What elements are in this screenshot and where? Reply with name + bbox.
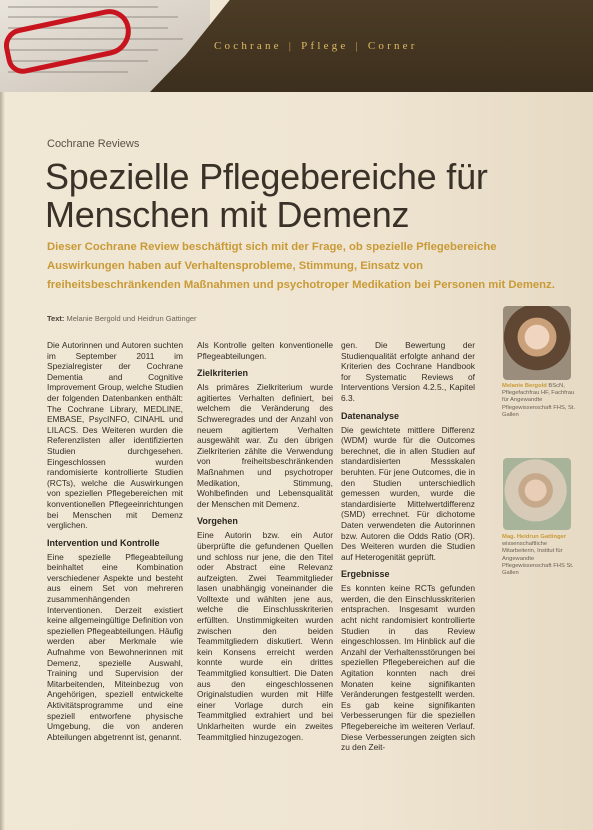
- article-lead: Dieser Cochrane Review beschäftigt sich mit der Frage, ob spezielle Pflegebereiche Auswirkungen haben auf Verhaltensprobleme, Stimmung, Einsatz von freiheitsbeschränkenden Maßnahmen und psychotroper Medikation bei Personen mit Demenz.: [47, 241, 555, 291]
- byline-authors: Melanie Bergold und Heidrun Gattinger: [66, 314, 197, 323]
- text-column-3: [341, 340, 475, 753]
- author-caption-2: [502, 534, 582, 577]
- author-photo-bergold: [503, 306, 571, 380]
- article-kicker: Cochrane Reviews: [47, 138, 140, 150]
- paragraph: Als Kontrolle gelten konventionelle Pflegeabteilungen.: [197, 340, 333, 361]
- author-caption-1: [502, 383, 582, 419]
- header-banner: [0, 0, 593, 92]
- paragraph: gen. Die Bewertung der Studienqualität erfolgte anhand der Kriterien des Cochrane Handbook for Systematic Reviews of Interventions Version 4.2.5., Kapitel 6.3.: [341, 340, 475, 403]
- subheading-intervention: Intervention und Kontrolle: [47, 537, 160, 548]
- article-title: Spezielle Pflegebereiche für Menschen mit Demenz: [45, 156, 488, 235]
- text-column-1: [47, 340, 183, 742]
- section-word-corner: Corner: [367, 40, 418, 52]
- text-column-2: [197, 340, 333, 742]
- subheading-zielkriterien: Zielkriterien: [197, 368, 249, 379]
- byline-label: Text:: [47, 314, 65, 323]
- section-word-pflege: Pflege: [301, 40, 349, 52]
- subheading-datenanalyse: Datenanalyse: [341, 410, 400, 421]
- subheading-vorgehen: Vorgehen: [197, 516, 238, 527]
- section-word-cochrane: Cochrane: [214, 40, 282, 52]
- paragraph: Die gewichtete mittlere Differenz (WDM) wurde für die Outcomes berechnet, die in allen Studien auf standardisierten Messskalen beruhten. Für jene Outcomes, die in den Studien unterschiedlich gemessen wurden, wurde die standardisierte Mittelwertdifferenz (SMD) errechnet. Für dichotome Daten verwendeten die Autorinnen bzw. Autoren die Odds Ratio (OR). Des Weiteren wurden die Studien auf Heterogenität geprüft.: [341, 424, 475, 562]
- article-byline: [47, 314, 197, 323]
- author-description: wissenschaftliche Mitarbeiterin, Institut für Angewandte Pflegewissenschaft FHS St. Gallen: [502, 541, 574, 577]
- author-photo-gattinger: [503, 458, 571, 530]
- author-name: Melanie Bergold: [502, 383, 547, 389]
- paragraph: Eine spezielle Pflegeabteilung beinhaltet eine Kombination verschiedener Aspekte und besteht aus einem Set von mehreren zusammenhängenden Interventionen. Derzeit existiert keine allgemeingültige Definition von speziellen Pflegeabteilungen. Häufig werden aber Merkmale wie Aufnahme von Bewohnerinnen mit Demenz, spezielle Auswahl, Training und Supervision der Mitarbeitenden, Miteinbezug von Angehörigen, speziell entwickelte Aktivitätsprogramme und eine speziell entworfene physische Umgebung, die von anderen Abteilungen abgetrennt ist, genannt.: [47, 551, 183, 742]
- page-fold-shadow: [0, 0, 5, 830]
- author-description: BScN, Pflegefachfrau HF, Fachfrau für Angewandte Pflegewissenschaft FHS, St. Gallen: [502, 383, 576, 418]
- paragraph: Die Autorinnen und Autoren suchten im September 2011 im Spezialregister der Cochrane Dementia and Cognitive Improvement Group, welche Studien der folgenden Datenbanken enthält: The Cochrane Library, MEDLINE, EMBASE, PsycINFO, CINAHL und LILACS. Des Weiteren wurden die Referenzlisten aller identifizierten Studien durchgesehen. Eingeschlossen wurden randomisierte kontrollierte Studien (RCTs), welche die Auswirkungen von speziellen Pflegebereichen mit konventionellen Pflegeeinrichtungen bei Menschen mit Demenz verglichen.: [47, 340, 183, 531]
- paragraph: Es konnten keine RCTs gefunden werden, die den Einschlusskriterien entsprachen. Insgesamt wurden acht nicht randomisiert kontrollierte Studien in das Review eingeschlossen. Im Hinblick auf die Anzahl der Verhaltensstörungen bei speziellen Pflegebereichen auf die Agitation konnten nach drei Monaten keine signifikanten Veränderungen festgestellt werden. Es gab keine signifikanten Verbesserungen für die speziellen Pflegebereiche im weiteren Verlauf. Diese Verbesserungen zeigten sich zu den Zeit-: [341, 583, 475, 753]
- paragraph: Als primäres Zielkriterium wurde agitiertes Verhalten definiert, bei welchem die Veränderung des Schweregrades und der Anzahl von neuem agitiertem Verhalten ausgewählt war. Zu den übrigen Zielkriterien zählte die Verwendung von freiheitsbeschränkenden Maßnahmen und psychotroper Medikation, Stimmung, Wohlbefinden und Lebensqualität der Menschen mit Demenz.: [197, 382, 333, 509]
- paragraph: Eine Autorin bzw. ein Autor überprüfte die gefundenen Quellen und schloss nur jene, die den Titel oder Abstract eine Relevanz aufzeigten. Zwei Teammitglieder lasen unabhängig voneinander die Volltexte und wählten jene aus, welche die Einschlusskriterien erfüllten. Unstimmigkeiten wurden zwischen den beiden Teammitgliedern diskutiert. Wenn kein Konsens erreicht werden konnte wurde ein drittes Teammitglied konsultiert. Die Daten aus den eingeschlossenen Originalstudien wurden mit Hilfe einer Vorlage durch ein Teammitglied extrahiert und bei Unklarheiten wurde ein zweites Teammitglied hinzugezogen.: [197, 530, 333, 742]
- author-name: Mag. Heidrun Gattinger: [502, 534, 567, 540]
- section-title-cochrane-pflege-corner: Cochrane | Pflege | Corner: [214, 40, 418, 52]
- subheading-ergebnisse: Ergebnisse: [341, 569, 390, 580]
